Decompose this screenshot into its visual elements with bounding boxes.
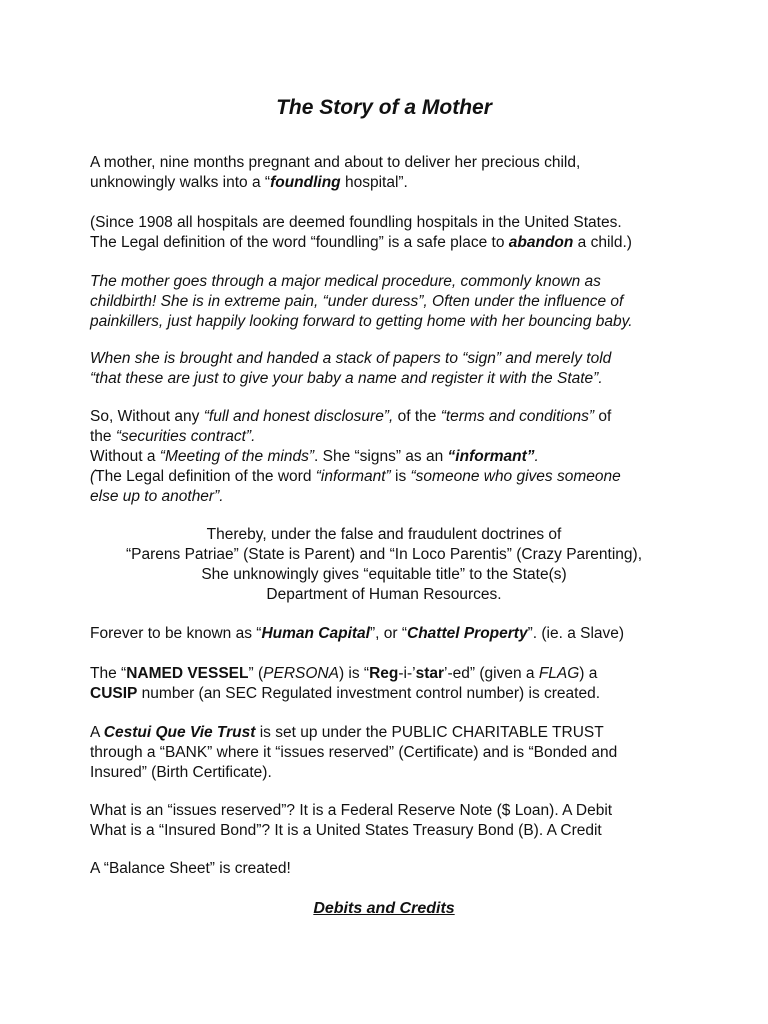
section-heading: Debits and Credits <box>313 900 455 917</box>
paragraph-papers: When she is brought and handed a stack of papers to “sign” and merely told “that these are just to give your baby a name and register it with the State”. <box>90 350 612 387</box>
paragraph-balance-sheet: A “Balance Sheet” is created! <box>90 860 291 877</box>
document-title: The Story of a Mother <box>276 96 492 119</box>
paragraph-trust: A Cestui Que Vie Trust is set up under the PUBLIC CHARITABLE TRUST through a “BANK” where it “issues reserved” (Certificate) and is “Bonded and Insured” (Birth Certificate). <box>90 724 618 781</box>
paragraph-childbirth: The mother goes through a major medical procedure, commonly known as childbirth! She is in extreme pain, “under duress”, Often under the influence of painkillers, just happily looking forward to getting home with her bouncing baby. <box>90 273 633 330</box>
paragraph-foundling-definition: (Since 1908 all hospitals are deemed foundling hospitals in the United States. The Legal definition of the word “foundling” is a safe place to abandon a child.) <box>90 214 632 251</box>
paragraph-debit-credit: What is an “issues reserved”? It is a Federal Reserve Note ($ Loan). A Debit What is a “Insured Bond”? It is a United States Treasury Bond (B). A Credit <box>90 802 613 839</box>
paragraph-informant: So, Without any “full and honest disclosure”, of the “terms and conditions” of the “securities contract”. Without a “Meeting of the minds”. She “signs” as an “informant”. (The Legal definition of the word “informant” is “someone who gives someone else up to another”. <box>90 408 621 505</box>
paragraph-intro: A mother, nine months pregnant and about to deliver her precious child, unknowingly walks into a “foundling hospital”. <box>90 154 581 191</box>
paragraph-named-vessel: The “NAMED VESSEL” (PERSONA) is “Reg-i-’star’-ed” (given a FLAG) a CUSIP number (an SEC Regulated investment control number) is created. <box>90 665 601 702</box>
paragraph-human-capital: Forever to be known as “Human Capital”, or “Chattel Property”. (ie. a Slave) <box>90 625 625 642</box>
paragraph-doctrines: Thereby, under the false and fraudulent doctrines of “Parens Patriae” (State is Parent) and “In Loco Parentis” (Crazy Parenting), She unknowingly gives “equitable title” to the State(s) Department of Human Resources. <box>125 526 643 603</box>
